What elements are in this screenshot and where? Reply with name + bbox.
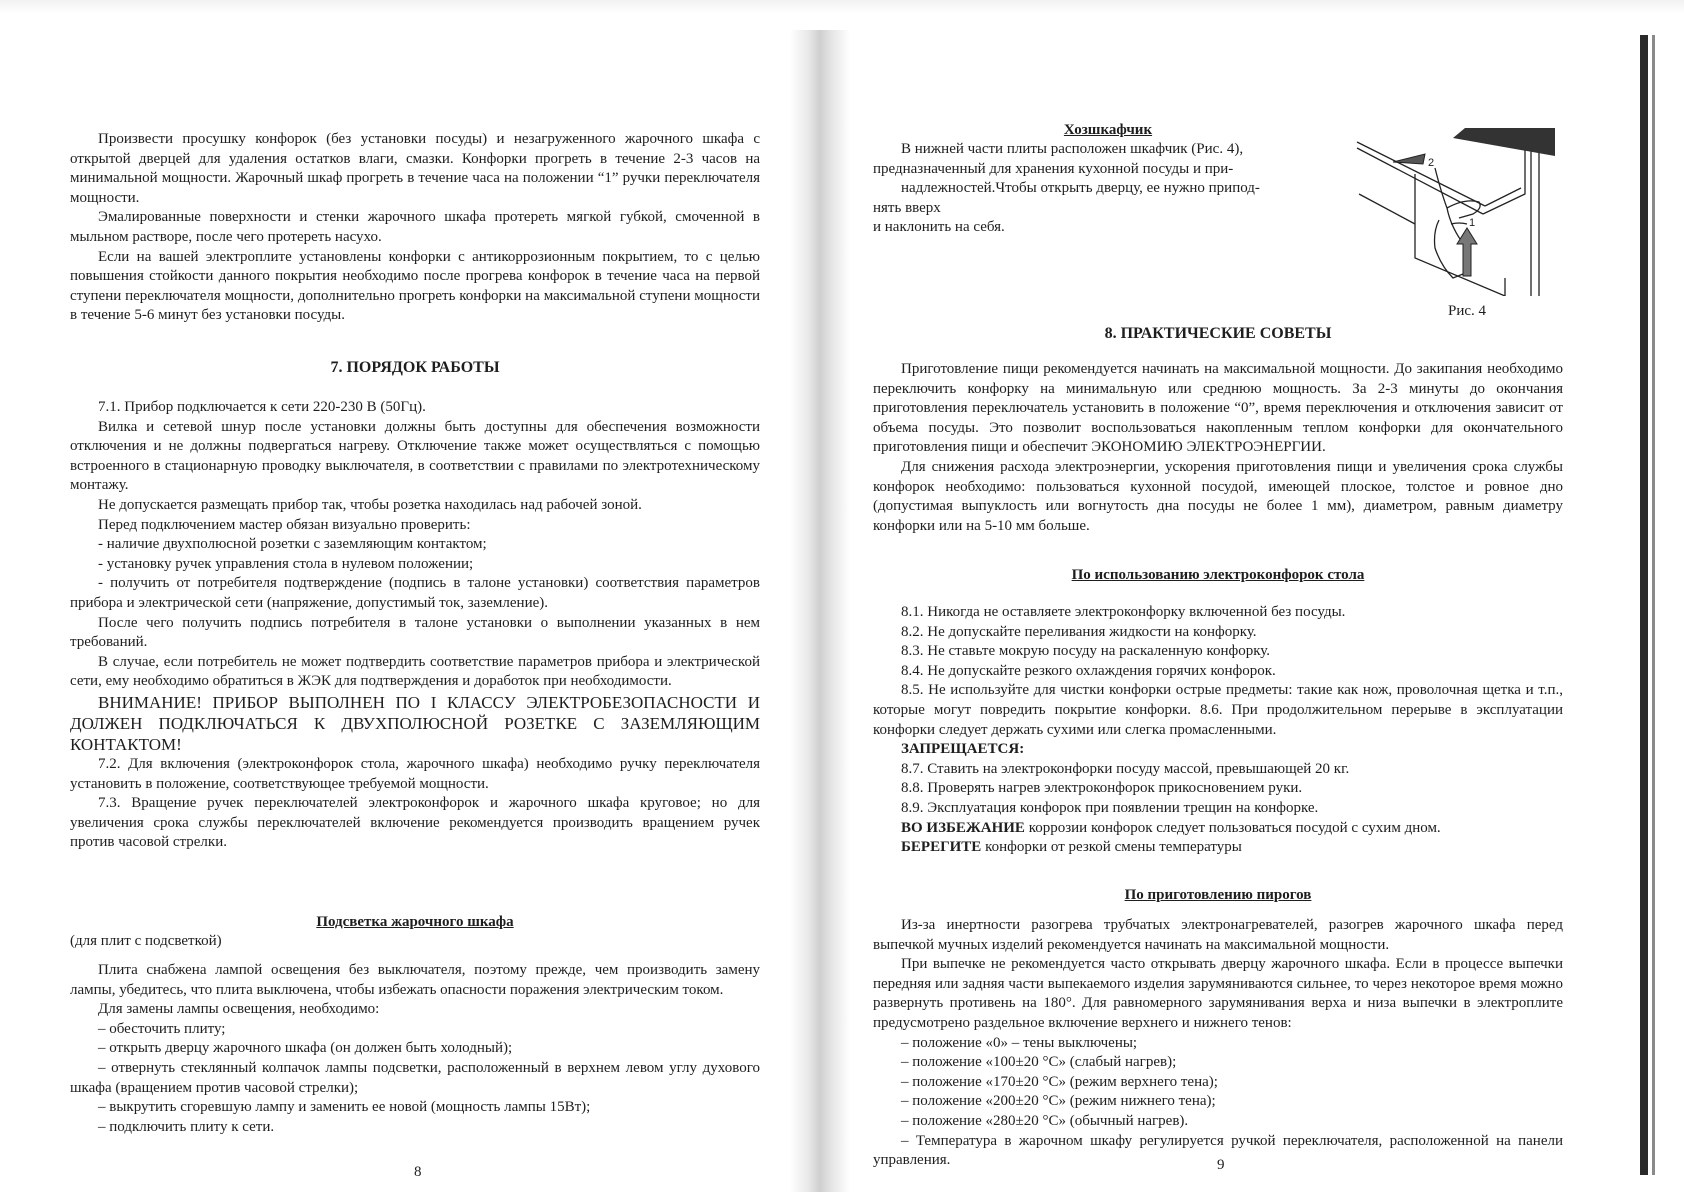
cabinet-line-4: нять вверх: [873, 199, 941, 216]
lamp-step-5: – подключить плиту к сети.: [98, 1118, 275, 1135]
hob-item-3: 8.3. Не ставьте мокрую посуду на раскаленную конфорку.: [901, 643, 1271, 660]
lamp-step-3: – отвернуть стеклянный колпачок лампы подсветки, расположенный в верхнем левом углу духового шкафа (вращением против часовой стрелки);: [70, 1059, 760, 1096]
hob-item-1: 8.1. Никогда не оставляете электроконфорку включенной без посуды.: [901, 604, 1346, 620]
scan-right-edge-line: [1652, 35, 1655, 1175]
scan-top-edge: [0, 0, 1684, 14]
page-number-right: 9: [1217, 1157, 1225, 1173]
pies-mode-5: – положение «280±20 °С» (обычный нагрев).: [901, 1112, 1189, 1129]
intro-paragraph-2: Эмалированные поверхности и стенки жарочного шкафа протереть мягкой губкой, смоченной в мыльном растворе, после чего протереть насухо.: [70, 209, 760, 245]
avoid-text: коррозии конфорок следует пользоваться посудой с сухим дном.: [1024, 819, 1441, 836]
protect-note: [873, 838, 1563, 858]
s7-paragraph-8: 7.3. Вращение ручек переключателей электроконфорок и жарочного шкафа круговое; но для увеличения срока службы переключателей включение рекомендуется производить вращением ручек против часовой стрелки.: [70, 795, 760, 851]
lamp-section-subtitle: (для плит с подсветкой): [70, 933, 222, 949]
drawer-top-edge: [1357, 142, 1485, 206]
scan-right-edge: [1640, 35, 1648, 1175]
cabinet-line-3: надлежностей.Чтобы открыть дверцу, ее нужно припод-: [901, 180, 1260, 197]
avoid-label: ВО ИЗБЕЖАНИЕ: [901, 819, 1025, 836]
s7-paragraph-7: 7.2. Для включения (электроконфорок стола, жарочного шкафа) необходимо ручку переключателя установить в положение, соответствующее требуемой мощности.: [70, 755, 760, 792]
protect-text: конфорки от резкой смены температуры: [981, 839, 1242, 856]
section-7-title: 7. ПОРЯДОК РАБОТЫ: [330, 359, 500, 376]
lift-up-arrow-icon: [1457, 228, 1477, 276]
drawer-shadow-block: [1453, 128, 1555, 156]
intro-paragraph-1: Произвести просушку конфорок (без установки посуды) и незагруженного жарочного шкафа с открытой дверцей для удаления остатков влаги, смазки. Конфорки прогреть в течение 2-3 часов на минимальной мощности. Жарочный шкаф прогреть в течение часа на положении “1” ручки переключателя мощности.: [70, 131, 760, 206]
s8-paragraph-2: Для снижения расхода электроэнергии, ускорения приготовления пищи и увеличения срока службы конфорок необходимо: пользоваться кухонной посудой, имеющей плоское, толстое и ровное дно (допустимая выпуклость или вогнутость дна посуды не более 1 мм), диаметром, равным диаметру конфорки или на 5-10 мм больше.: [873, 458, 1563, 534]
s7-bullet-2: - установку ручек управления стола в нулевом положении;: [98, 555, 474, 572]
pies-mode-4: – положение «200±20 °С» (режим нижнего тена);: [901, 1093, 1216, 1110]
drawer-side-edge: [1483, 140, 1525, 214]
pies-paragraph-2: При выпечке не рекомендуется часто открывать дверцу жарочного шкафа. Если в процессе выпечки передняя или задняя части выпекаемого изделия зарумяниваются сильнее, то через некоторое время можно развернуть противень на 180°. Для равномерного зарумянивания верха и низа выпечки в электроплите предусмотрено раздельное включение верхнего и нижнего тенов:: [873, 956, 1563, 1031]
s7-paragraph-2: Вилка и сетевой шнур после установки должны быть доступны для обеспечения возможности отключения и не должны подвергаться нагреву. Отключение также может осуществляться с помощью встроенного в стационарную проводку выключателя, в соответствии с правилами по электротехническому монтажу.: [70, 418, 760, 494]
safety-warning: ВНИМАНИЕ! ПРИБОР ВЫПОЛНЕН ПО I КЛАССУ ЭЛЕКТРОБЕЗОПАСНОСТИ И ДОЛЖЕН ПОДКЛЮЧАТЬСЯ К ДВУХПОЛЮСНОЙ РОЗЕТКЕ С ЗАЗЕМЛЯЮЩИМ КОНТАКТОМ!: [70, 692, 760, 754]
s7-paragraph-1: 7.1. Прибор подключается к сети 220-230 В (50Гц).: [98, 399, 426, 415]
cabinet-section-title: Хозшкафчик: [1063, 122, 1153, 138]
figure-label-arrow-out: 2: [1428, 157, 1435, 169]
pies-paragraph-1: Из-за инертности разогрева трубчатых электронагревателей, разогрев жарочного шкафа перед выпечкой мучных изделий рекомендуется начинать на максимальной мощности.: [873, 917, 1563, 953]
s7-paragraph-3: Не допускается размещать прибор так, чтобы розетка находилась над рабочей зоной.: [98, 496, 642, 513]
s7-paragraph-5: После чего получить подпись потребителя в талоне установки о выполнении указанных в нем требований.: [70, 614, 760, 651]
pull-out-arrow-icon: [1393, 154, 1425, 164]
s8-paragraph-1: Приготовление пищи рекомендуется начинать на максимальной мощности. До закипания необходимо переключить конфорку на минимальную или среднюю мощность. За 2-3 минуты до окончания приготовления переключатель установить в положение “0”, время переключения и отключения зависит от объема посуды. Это позволит воспользоваться накопленным теплом конфорки для окончательного приготовления пищи и обеспечит ЭКОНОМИЮ ЭЛЕКТРОЭНЕРГИИ.: [873, 361, 1563, 456]
page-number-left: 8: [414, 1164, 422, 1180]
s7-bullet-1: - наличие двухполюсной розетки с заземляющим контактом;: [98, 536, 487, 553]
forbidden-item-2: 8.8. Проверять нагрев электроконфорок прикосновением руки.: [901, 780, 1303, 797]
hob-item-4: 8.4. Не допускайте резкого охлаждения горячих конфорок.: [901, 662, 1276, 679]
lamp-step-1: – обесточить плиту;: [98, 1020, 226, 1037]
lamp-section-title: Подсветка жарочного шкафа: [316, 914, 514, 930]
lamp-paragraph-1: Плита снабжена лампой освещения без выключателя, поэтому прежде, чем производить замену лампы, убедитесь, что плита выключена, чтобы избежать опасности поражения электрическим током.: [70, 962, 760, 998]
pies-mode-1: – положение «0» – тены выключены;: [901, 1034, 1138, 1051]
book-gutter: [790, 30, 850, 1192]
forbidden-title: ЗАПРЕЩАЕТСЯ:: [901, 741, 1025, 758]
cabinet-line-1: В нижней части плиты расположен шкафчик (Рис. 4),: [901, 141, 1244, 157]
hob-item-5-6: 8.5. Не используйте для чистки конфорки острые предметы: такие как нож, проволочная щетка и т.п., которые могут повредить покрытие конфорки. 8.6. При продолжительном перерыве в эксплуатации конфорки следует держать сухими или слегка промасленными.: [873, 682, 1563, 738]
intro-paragraph-3: Если на вашей электроплите установлены конфорки с антикоррозионным покрытием, то с целью повышения стойкости данного покрытия необходимо после прогрева конфорок в течение часа на первой ступени переключателя мощности, дополнительно прогреть конфорки на максимальной ступени мощности в течение 5-6 минут без установки посуды.: [70, 248, 760, 324]
pies-mode-3: – положение «170±20 °С» (режим верхнего тена);: [901, 1073, 1218, 1090]
forbidden-item-1: 8.7. Ставить на электроконфорки посуду массой, превышающей 20 кг.: [901, 760, 1350, 777]
lamp-step-4: – выкрутить сгоревшую лампу и заменить ее новой (мощность лампы 15Вт);: [98, 1099, 591, 1116]
s7-bullet-3: - получить от потребителя подтверждение (подпись в талоне установки) соответствия параметров прибора и электрической сети (напряжение, допустимый ток, заземление).: [70, 575, 760, 611]
figure-label-arrow-up: 1: [1469, 217, 1476, 229]
hob-item-2: 8.2. Не допускайте переливания жидкости на конфорку.: [901, 623, 1257, 640]
figure-caption: Рис. 4: [1448, 303, 1487, 319]
protect-label: БЕРЕГИТЕ: [901, 839, 982, 856]
lamp-paragraph-2: Для замены лампы освещения, необходимо:: [98, 1001, 380, 1018]
lamp-step-2: – открыть дверцу жарочного шкафа (он должен быть холодный);: [98, 1040, 513, 1057]
section-8-title: 8. ПРАКТИЧЕСКИЕ СОВЕТЫ: [1104, 325, 1332, 342]
pies-mode-2: – положение «100±20 °С» (слабый нагрев);: [901, 1054, 1177, 1071]
cabinet-line-5: и наклонить на себя.: [873, 219, 1005, 236]
drawer-front-panel: [1415, 174, 1505, 296]
forbidden-item-3: 8.9. Эксплуатация конфорок при появлении трещин на конфорке.: [901, 799, 1319, 816]
s7-paragraph-6: В случае, если потребитель не может подтвердить соответствие параметров прибора и электрической сети, ему необходимо обратиться в ЖЭК для подтверждения и доработок при необходимости.: [70, 653, 760, 690]
cabinet-drawer-figure: [1355, 128, 1555, 296]
cabinet-line-2: предназначенный для хранения кухонной посуды и при-: [873, 160, 1234, 177]
pies-section-title: По приготовлению пирогов: [1124, 887, 1312, 903]
hob-section-title: По использованию электроконфорок стола: [1071, 567, 1365, 583]
s7-paragraph-4: Перед подключением мастер обязан визуально проверить:: [98, 516, 471, 533]
avoid-corrosion-note: [873, 819, 1563, 839]
pies-paragraph-3: – Температура в жарочном шкафу регулируется ручкой переключателя, расположенной на панели управления.: [873, 1132, 1563, 1169]
